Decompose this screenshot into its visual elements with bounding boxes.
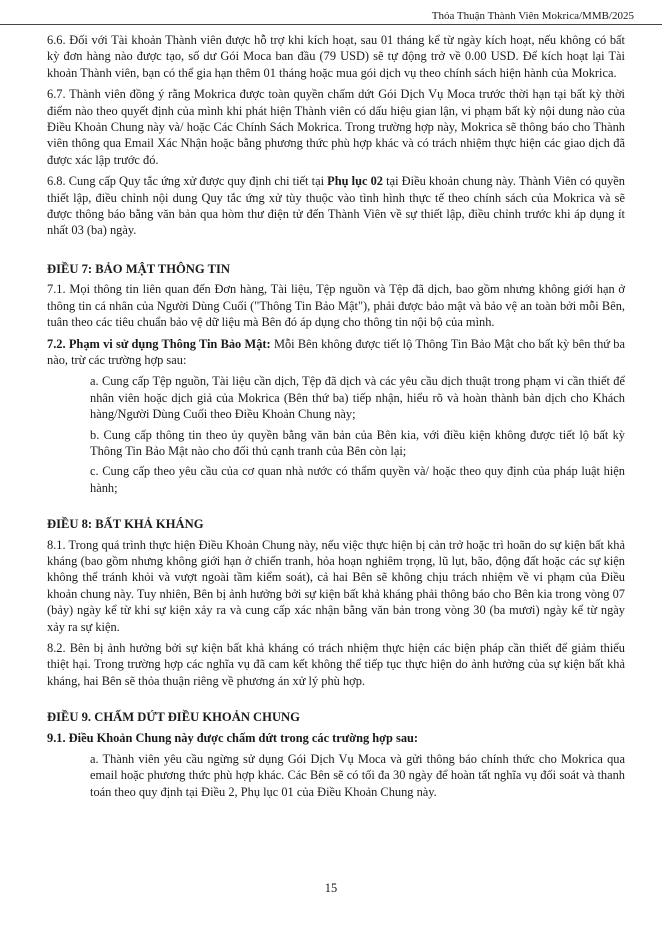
clause-6-8-appendix-ref: Phụ lục 02 (327, 174, 384, 189)
clause-8-2: 8.2. Bên bị ảnh hưởng bởi sự kiện bất khả kháng có trách nhiệm thực hiện các biện pháp cần thiết để giảm thiểu thiệt hại. Trong trường hợp các nghĩa vụ đã cam kết không thể tiếp tục thực hiện do ảnh hưởng của sự kiện bất khả kháng, hai Bên sẽ thỏa thuận riêng về phương án xử lý phù hợp. (47, 641, 625, 688)
clause-9-1-item-a: a. Thành viên yêu cầu ngừng sử dụng Gói Dịch Vụ Moca và gửi thông báo chính thức cho Mokrica qua email hoặc phương thức phù hợp khác. Các Bên sẽ có tối đa 30 ngày để hoàn tất nghĩa vụ đối soát và thanh toán theo quy định tại Điều 2, Phụ lục 01 của Điều Khoản Chung này. (90, 752, 625, 799)
clause-6-8 (47, 173, 625, 239)
clause-7-2-item-a: a. Cung cấp Tệp nguồn, Tài liệu cần dịch, Tệp đã dịch và các yêu cầu dịch thuật trong phạm vi cần thiết để nhân viên hoặc dịch giả của Mokrica (Bên thứ ba) tiếp nhận, hiểu rõ và hoàn thành bản dịch cho Khách hàng/Người Dùng Cuối theo Điều Khoản Chung này; (90, 374, 625, 422)
running-header: Thỏa Thuận Thành Viên Mokrica/MMB/2025 (431, 10, 634, 22)
clause-6-8-part1: 6.8. Cung cấp Quy tắc ứng xử được quy định chi tiết tại (47, 174, 328, 189)
page-number: 15 (324, 881, 338, 895)
page-content (47, 32, 625, 804)
header-rule (0, 24, 662, 25)
clause-7-2-item-b: b. Cung cấp thông tin theo ủy quyền bằng văn bản của Bên kia, với điều kiện không được tiết lộ bất kỳ Thông Tin Bảo Mật nào cho đối thủ cạnh tranh của Bên còn lại; (90, 427, 625, 458)
clause-9-1-lead: 9.1. Điều Khoản Chung này được chấm dứt trong các trường hợp sau: (47, 730, 419, 745)
article-8-heading: ĐIỀU 8: BẤT KHẢ KHÁNG (47, 517, 204, 532)
clause-7-1: 7.1. Mọi thông tin liên quan đến Đơn hàng, Tài liệu, Tệp nguồn và Tệp đã dịch, bao gồm nhưng không giới hạn ở thông tin cá nhân của Người Dùng Cuối ("Thông Tin Bảo Mật"), phải được bảo mật và bảo vệ an toàn bởi mỗi Bên, tuân theo các tiêu chuẩn bảo vệ dữ liệu mà Bên đó áp dụng cho thông tin nội bộ của mình. (47, 282, 625, 330)
article-9-heading: ĐIỀU 9. CHẤM DỨT ĐIỀU KHOẢN CHUNG (47, 710, 300, 725)
clause-6-8-part2: tại Điều khoản chung này. Thành Viên có quyền thiết lập, điều chỉnh nội dung Quy tắc ứng xử tùy thuộc vào tình hình thực tế theo chính sách của Mokrica và sẽ được thông báo bằng văn bản qua hòm thư điện tử đến Thành Viên về sự thiết lập, điều chỉnh trước khi áp dụng ít nhất 03 (ba) ngày. (47, 174, 625, 238)
clause-7-2-item-c: c. Cung cấp theo yêu cầu của cơ quan nhà nước có thẩm quyền và/ hoặc theo quy định của pháp luật hiện hành; (90, 464, 625, 495)
clause-7-2 (47, 336, 625, 369)
clause-7-2-text: Mỗi Bên không được tiết lộ Thông Tin Bảo Mật cho bất kỳ bên thứ ba nào, trừ các trường hợp sau: (47, 336, 625, 367)
clause-8-1: 8.1. Trong quá trình thực hiện Điều Khoản Chung này, nếu việc thực hiện bị cản trở hoặc trì hoãn do sự kiện bất khả kháng (bao gồm nhưng không giới hạn ở chiến tranh, hỏa hoạn nghiêm trọng, lũ lụt, bão, động đất hoặc các sự kiện không thể tránh khỏi và vượt ngoài tầm kiểm soát), cả hai Bên sẽ không chịu trách nhiệm về vi phạm của Điều khoản chung này. Tuy nhiên, Bên bị ảnh hưởng bởi sự kiện bất khả kháng phải thông báo cho Bên kia trong vòng 07 (bảy) ngày kể từ khi sự kiện xảy ra và cung cấp xác nhận bằng văn bản trong vòng 30 (ba mươi) ngày kể từ ngày xảy ra sự kiện. (47, 537, 625, 634)
clause-7-2-lead: 7.2. Phạm vi sử dụng Thông Tin Bảo Mật: (47, 336, 271, 351)
article-7-heading: ĐIỀU 7: BẢO MẬT THÔNG TIN (47, 261, 230, 276)
clause-6-6: 6.6. Đối với Tài khoản Thành viên được hỗ trợ khi kích hoạt, sau 01 tháng kể từ ngày kích hoạt, nếu không có bất kỳ đơn hàng nào được tạo, số dư Gói Moca ban đầu (79 USD) sẽ tự động trở về 0.00 USD. Để kích hoạt lại Tài khoản Thành viên, bạn có thể gia hạn thêm 01 tháng hoặc mua gói dịch vụ theo chính sách hiện hành của Mokrica. (47, 33, 625, 80)
clause-6-7: 6.7. Thành viên đồng ý rằng Mokrica được toàn quyền chấm dứt Gói Dịch Vụ Moca trước thời hạn tại bất kỳ thời điểm nào theo quyết định của mình khi phát hiện Thành viên có dấu hiệu gian lận, vi phạm bất kỳ nội dung nào của Điều Khoản Chung này và/ hoặc Các Chính Sách Mokrica. Trong trường hợp này, Mokrica sẽ thông báo cho Thành viên thông qua Email Xác Nhận hoặc bằng phương thức phù hợp khác và có trách nhiệm thực hiện các giao dịch đã được xác lập trước đó. (47, 87, 625, 167)
